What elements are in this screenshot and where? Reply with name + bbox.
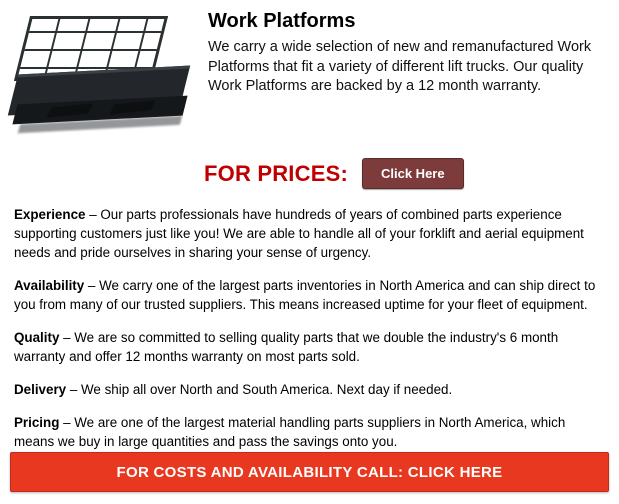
section-dash: – bbox=[84, 278, 100, 294]
section-dash: – bbox=[85, 207, 101, 222]
header-section bbox=[0, 0, 619, 148]
page-title: Work Platforms bbox=[208, 10, 356, 32]
work-platform-photo bbox=[6, 8, 202, 148]
intro-paragraph: We carry a wide selection of new and remanufactured Work Platforms that fit a variety of different lift trucks. Our quality Work Platforms are backed by a 12 month warranty. bbox=[208, 39, 592, 95]
section-heading: Delivery bbox=[14, 382, 67, 398]
section-heading: Pricing bbox=[14, 415, 60, 431]
cage-bar bbox=[24, 49, 156, 51]
section-heading: Quality bbox=[14, 330, 60, 346]
section-heading: Availability bbox=[14, 278, 85, 294]
cage-bar bbox=[29, 31, 161, 33]
click-here-button[interactable]: Click Here bbox=[362, 158, 464, 189]
body-copy bbox=[0, 193, 619, 451]
section-dash: – bbox=[66, 382, 82, 398]
prices-row bbox=[0, 148, 619, 193]
section-heading: Experience bbox=[14, 207, 86, 222]
section-experience bbox=[14, 205, 605, 262]
fork-pocket bbox=[109, 100, 156, 114]
section-text: We ship all over North and South America. Next day if needed. bbox=[81, 382, 453, 398]
cta-call-button[interactable]: FOR COSTS AND AVAILABILITY CALL: CLICK HERE bbox=[10, 452, 609, 492]
section-text: We carry one of the largest parts inventories in North America and can ship direct to you from many of our trusted suppliers. This means increased uptime for your fleet of equipment. bbox=[14, 278, 596, 313]
section-dash: – bbox=[59, 330, 75, 346]
section-dash: – bbox=[59, 415, 75, 431]
intro-block bbox=[202, 8, 609, 97]
section-text: We are so committed to selling quality parts that we double the industry's 6 month warranty and offer 12 months warranty on most parts sold. bbox=[14, 330, 559, 365]
section-delivery bbox=[14, 380, 605, 399]
section-quality bbox=[14, 328, 605, 366]
section-text: Our parts professionals have hundreds of years of combined parts experience supporting customers just like you! We are able to handle all of your forklift and aerial equipment needs and pride ourselves in sharing your sense of urgency. bbox=[14, 207, 584, 261]
fork-pocket bbox=[47, 103, 94, 117]
for-prices-label: FOR PRICES: bbox=[204, 160, 348, 186]
section-availability bbox=[14, 276, 605, 314]
section-pricing bbox=[14, 413, 605, 451]
section-text: We are one of the largest material handling parts suppliers in North America, which means we buy in large quantities and pass the savings onto you. bbox=[14, 415, 566, 450]
